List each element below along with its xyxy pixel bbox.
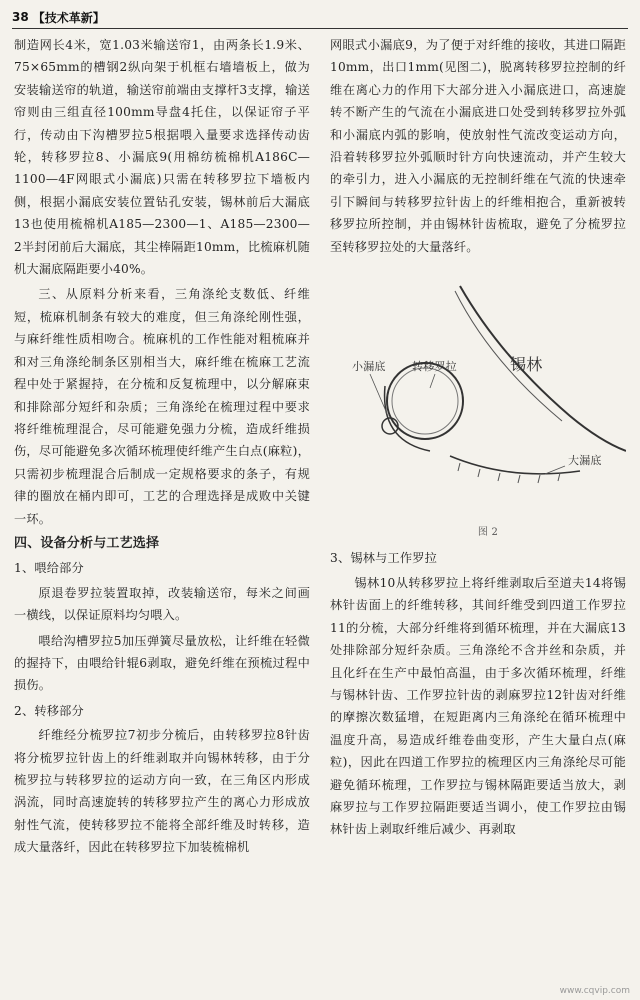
subsection-heading: 2、转移部分: [14, 703, 84, 718]
figure-diagram: [330, 266, 626, 516]
label-cylinder: 锡林: [510, 355, 543, 375]
paragraph: 纤维经分梳罗拉7初步分梳后，由转移罗拉8针齿将分梳罗拉针齿上的纤维剥取并向锡林转移，由于分梳罗拉与转移罗拉的运动方向一致，在三角区内形成涡流，同时高速旋转的转移罗拉产生的离心力形成放射性气流，使转移罗拉不能将全部纤维及时转移，造成大量落纤，因此在转移罗拉下加装梳棉机: [14, 728, 310, 855]
figure-2: [330, 266, 626, 516]
figure-caption: 图 2: [477, 527, 499, 539]
paragraph: 原退卷罗拉装置取掉，改装输送帘，每米之间画一横线，以保证原料均匀喂入。: [14, 585, 310, 623]
watermark: www.cqvip.com: [559, 986, 630, 996]
paragraph: 锡林10从转移罗拉上将纤维剥取后至道夫14将锡林针齿面上的纤维转移，其间纤维受到四道工作罗拉11的分梳，大部分纤维将到循环梳理，并在大漏底13处排除部分短纤杂质。三角涤纶不含并丝和杂质，并且化纤在生产中最怕高温，由于多次循环梳理，纤维与锡林针齿、工作罗拉针齿的剥麻罗拉12针齿对纤维的摩擦次数猛增，在短距离内三角涤纶在循环梳理中温度升高，易造成纤维卷曲变形，产生大量白点(麻粒)，因此在四道工作罗拉的梳理区内三角涤纶尽可能避免循环梳理，工作罗拉与锡林隔距要适当放大，剥麻罗拉与工作罗拉隔距要适当调小，使工作罗拉由锡林针齿上剥取纤维后减少、再剥取: [330, 575, 626, 837]
subsection-heading: 3、锡林与工作罗拉: [330, 551, 438, 566]
section-heading: 四、设备分析与工艺选择: [14, 535, 160, 551]
big-drain-arc: [450, 456, 580, 474]
subsection-heading: 1、喂给部分: [14, 561, 84, 576]
paragraph: 制造网长4米，宽1.03米输送帘1，由两条长1.9米、75×65mm的槽钢2纵向架于机框右墙墙板上，做为安装输送帘的轨道，输送帘前端由支撑杆3支撑，输送帘则由三组直径100mm导盘4托住，以保证帘子平行，传动由下沟槽罗拉5根据喂入量要求选择传动齿轮，转移罗拉8、小漏底9(用棉纺梳棉机A186C—1100—4F网眼式小漏底)只需在转移罗拉下墙板内侧，根据小漏底安装位置钻孔安装，锡林前后大漏底13也使用梳棉机A185—2300—1、A185—2300—2半封闭前后大漏底，其尘棒隔距10mm，比梳麻机随机大漏底隔距要小40%。: [14, 38, 310, 277]
right-column: [330, 34, 626, 844]
paragraph: 三、从原料分析来看，三角涤纶支数低、纤维短，梳麻机制条有较大的难度，但三角涤纶刚性强，与麻纤维性质相吻合。梳麻机的工作性能对粗梳麻并和对三角涤纶制条区别相当大，麻纤维在梳麻工艺流程中处于紧握持，在分梳和反复梳理中，以分解麻束和排除部分短纤和杂质；三角涤纶在梳理过程中要求将纤维梳理混合，尽可能避免强力分梳，造成纤维损伤，尽可能避免多次循环梳理使纤维产生白点(麻粒)，只需初步梳理混合后制成一定规格要求的条子，有规律的圈放在桶内即可，工艺的合理选择是成败中关键一环。: [14, 287, 310, 526]
page-header: [12, 6, 628, 29]
left-column: [14, 34, 310, 862]
section-title: 【技术革新】: [32, 10, 105, 25]
paragraph: 网眼式小漏底9，为了便于对纤维的接收，其进口隔距10mm，出口1mm(见图二)，脱离转移罗拉控制的纤维在离心力的作用下大部分进入小漏底进口，高速旋转不断产生的气流在小漏底进口处受到转移罗拉外弧和小漏底内弧的影响，使放射性气流改变运动方向，沿着转移罗拉外弧顺时针方向快速流动，并产生较大的牵引力，进入小漏底的无控制纤维在气流的快速牵引下瞬间与转移罗拉针齿上的纤维相抱合，重新被转移罗拉所控制，并由锡林针齿梳取，避免了分梳罗拉至转移罗拉处的大量落纤。: [330, 38, 626, 254]
cylinder-arc: [460, 286, 626, 451]
label-small-drain: 小漏底: [352, 360, 386, 374]
label-transfer-roller: 转移罗拉: [412, 360, 457, 374]
label-big-drain: 大漏底: [568, 454, 602, 468]
page-number: 38: [12, 10, 29, 24]
paragraph: 喂给沟槽罗拉5加压弹簧尽量放松，让纤维在轻微的握持下，由喂给针辊6剥取，避免纤维在预梳过程中损伤。: [14, 633, 310, 693]
